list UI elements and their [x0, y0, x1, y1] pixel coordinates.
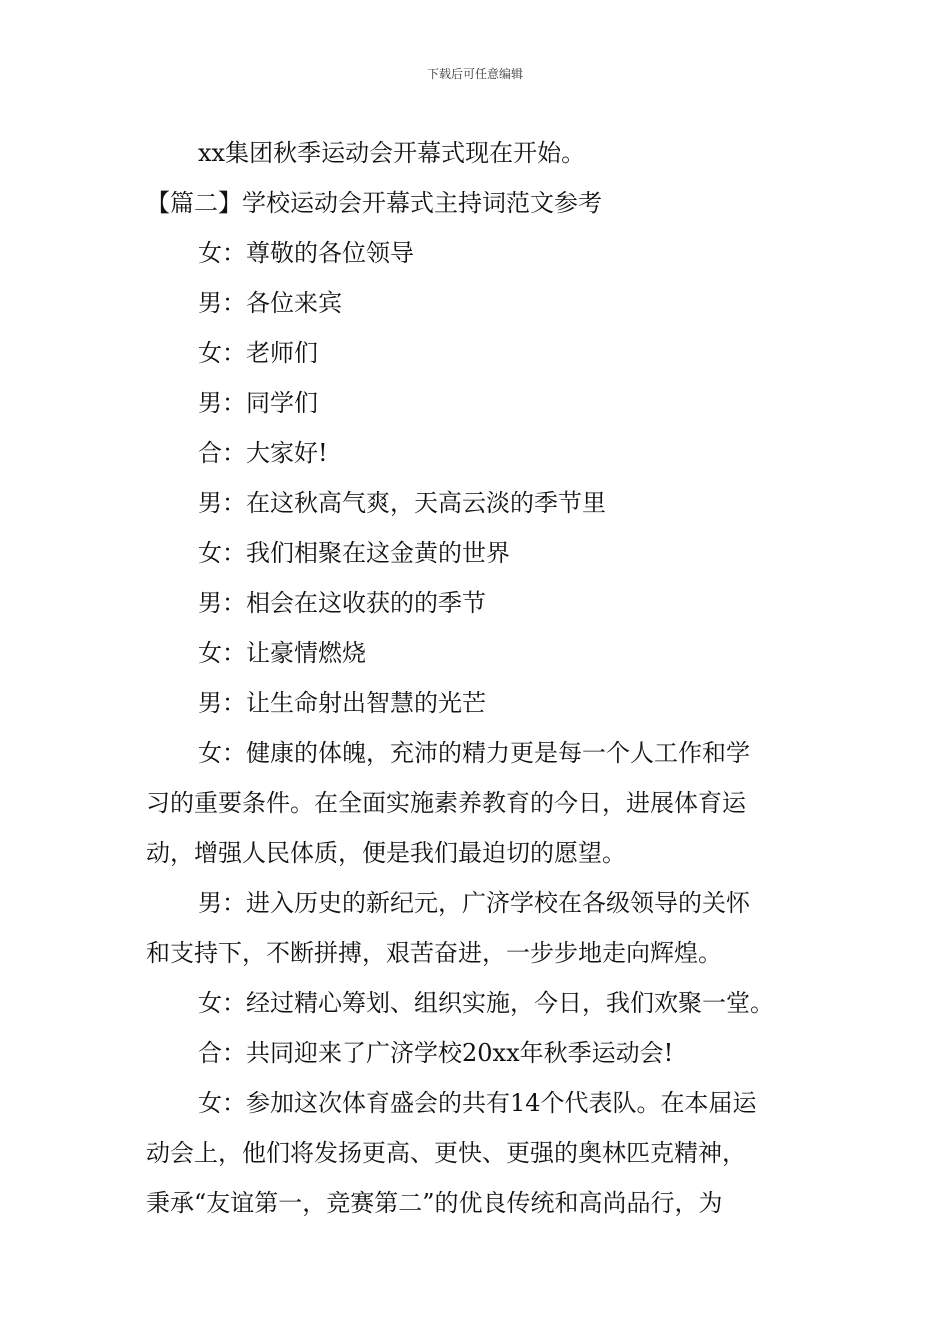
text-line: 女：老师们: [198, 339, 318, 367]
document-body: [146, 128, 811, 1228]
paragraph-line: 女：健康的体魄，充沛的精力更是每一个人工作和学: [198, 739, 750, 767]
text-line: 男：让生命射出智慧的光芒: [198, 689, 486, 717]
paragraph-line: 女：经过精心筹划、组织实施，今日，我们欢聚一堂。: [198, 989, 774, 1017]
text-line: 男：在这秋高气爽，天高云淡的季节里: [198, 489, 606, 517]
text-line: 女：我们相聚在这金黄的世界: [198, 539, 510, 567]
text-line: 男：各位来宾: [198, 289, 342, 317]
text-line: 男：同学们: [198, 389, 318, 417]
page-header: 下载后可任意编辑: [426, 67, 523, 81]
paragraph-line: 秉承“友谊第一，竞赛第二”的优良传统和高尚品行，为: [146, 1189, 723, 1217]
paragraph-line: 习的重要条件。在全面实施素养教育的今日，进展体育运: [146, 789, 746, 817]
paragraph-line: 和支持下，不断拼搏，艰苦奋进，一步步地走向辉煌。: [146, 939, 722, 967]
paragraph-line: 男：进入历史的新纪元，广济学校在各级领导的关怀: [198, 889, 750, 917]
text-line: 合：大家好!: [198, 439, 328, 467]
text-line: 女：让豪情燃烧: [198, 639, 366, 667]
text-line: xx集团秋季运动会开幕式现在开始。: [198, 139, 586, 167]
text-line: 男：相会在这收获的的季节: [198, 589, 486, 617]
section-heading: 【篇二】学校运动会开幕式主持词范文参考: [146, 189, 602, 217]
paragraph-line: 动，增强人民体质，便是我们最迫切的愿望。: [146, 839, 626, 867]
paragraph-line: 合：共同迎来了广济学校20xx年秋季运动会!: [198, 1039, 674, 1067]
text-line: 女：尊敬的各位领导: [198, 239, 414, 267]
paragraph-line: 女：参加这次体育盛会的共有14个代表队。在本届运: [198, 1089, 757, 1117]
paragraph-line: 动会上，他们将发扬更高、更快、更强的奥林匹克精神，: [146, 1139, 746, 1167]
